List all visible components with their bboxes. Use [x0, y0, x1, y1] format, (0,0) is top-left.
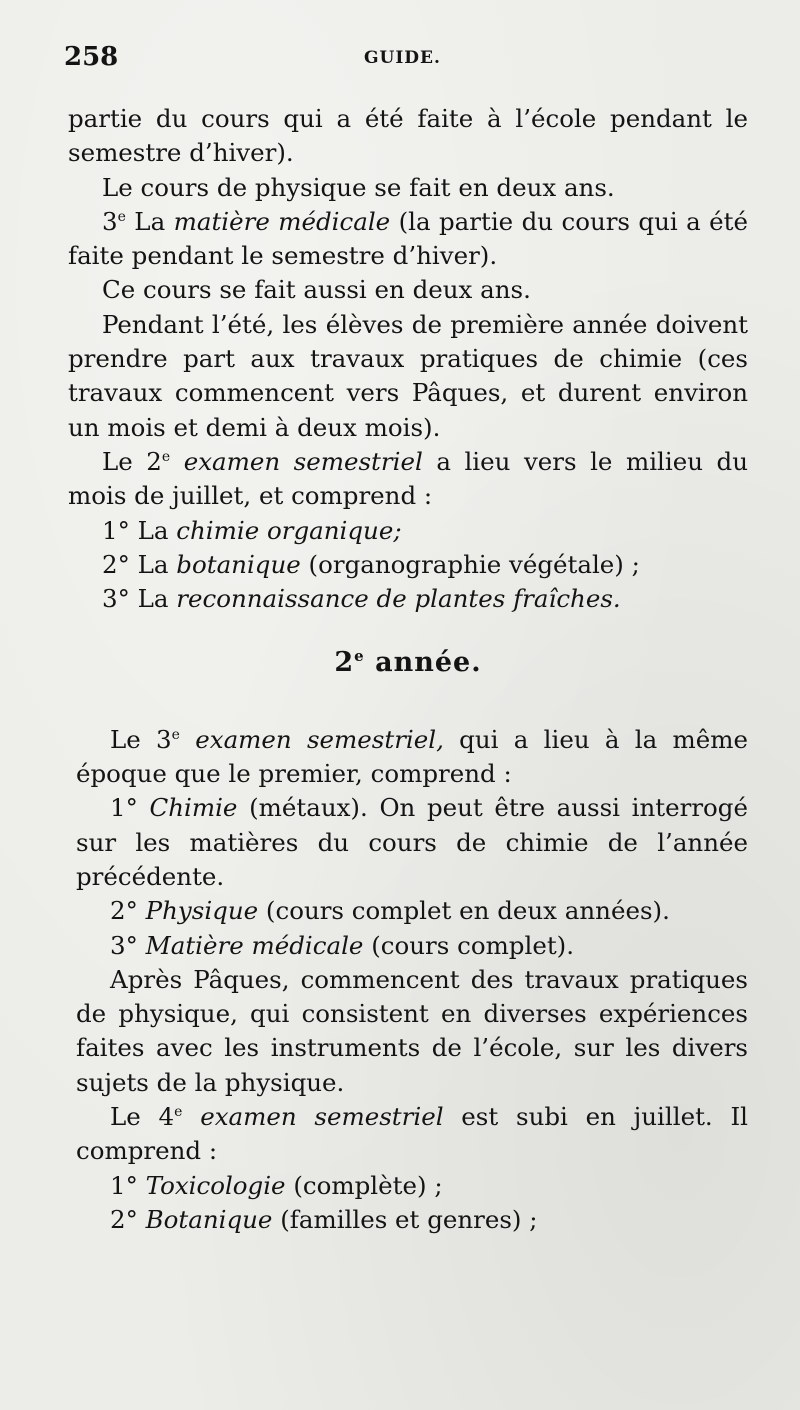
italic-text: Matière médicale — [145, 930, 364, 960]
paragraph — [68, 445, 748, 514]
page-header — [64, 42, 760, 78]
text-run: 1° La — [102, 515, 177, 545]
paragraph — [68, 582, 748, 616]
text-run: 3 — [102, 206, 118, 236]
text-run: (cours complet). — [363, 930, 575, 960]
text-run: Le cours de physique se fait en deux ans. — [102, 172, 615, 202]
superscript: e — [161, 448, 171, 465]
text-run: Pendant l’été, les élèves de première année doivent prendre part aux travaux pratiques de chimie (ces travaux commencent vers Pâques, et durent environ un mois et demi à deux mois). — [68, 309, 748, 442]
text-run: 2° — [110, 896, 146, 926]
text-run: (complète) ; — [285, 1170, 443, 1200]
text-run: Le 4 — [110, 1102, 175, 1132]
section-one-body — [68, 102, 748, 616]
text-run: qui a lieu à la même époque que le premier, comprend : — [76, 724, 748, 789]
paragraph — [68, 273, 748, 307]
paragraph — [76, 929, 748, 963]
text-run: (la partie du cours qui a été faite pendant le semestre d’hiver). — [68, 206, 749, 271]
section-number: 2 — [334, 647, 355, 679]
paragraph — [76, 894, 748, 928]
italic-text: examen semestriel — [183, 446, 423, 476]
text-run — [170, 447, 184, 476]
paragraph — [68, 548, 748, 582]
italic-text: examen semestriel — [200, 1102, 444, 1132]
italic-text: botanique — [176, 549, 301, 579]
text-run: partie du cours qui a été faite à l’école pendant le semestre d’hiver). — [68, 104, 748, 168]
italic-text: Botanique — [145, 1204, 273, 1234]
superscript: e — [174, 1103, 183, 1120]
superscript: e — [171, 726, 180, 743]
italic-text: examen semestriel, — [195, 724, 444, 754]
text-run: (métaux). On peut être aussi interrogé sur les matières du cours de chimie de l’année précédente. — [76, 793, 748, 891]
text-run: Le 3 — [110, 724, 172, 754]
paragraph — [68, 514, 748, 548]
paragraph — [68, 308, 748, 445]
paragraph — [68, 205, 748, 274]
text-run: Ce cours se fait aussi en deux ans. — [102, 275, 531, 305]
paragraph — [76, 1169, 748, 1203]
paragraph — [76, 1203, 748, 1237]
text-run: Après Pâques, commencent des travaux pratiques de physique, qui consistent en diverses expériences faites avec les instruments de l’école, sur les divers sujets de la physique. — [76, 964, 748, 1097]
italic-text: chimie organique; — [176, 515, 402, 545]
text-run: (familles et genres) ; — [272, 1204, 538, 1234]
text-run: 2° — [110, 1204, 146, 1234]
italic-text: Toxicologie — [145, 1170, 286, 1200]
paragraph — [68, 102, 748, 171]
paragraph — [68, 171, 748, 205]
text-run: 3° La — [102, 584, 177, 614]
text-run: a lieu vers le milieu du mois de juillet, et comprend : — [68, 446, 748, 511]
section-heading — [68, 646, 748, 680]
text-run: 1° — [110, 1170, 146, 1200]
text-run: Le 2 — [102, 446, 162, 476]
section-superscript: e — [354, 647, 365, 666]
italic-text: matière médicale — [173, 206, 391, 236]
text-run: La — [125, 206, 174, 236]
paragraph — [76, 791, 748, 894]
text-run: est subi en juillet. Il comprend : — [76, 1102, 748, 1166]
text-run: (cours complet en deux années). — [258, 896, 670, 926]
text-run — [182, 1102, 200, 1131]
italic-text: reconnaissance de plantes fraîches. — [176, 584, 621, 614]
superscript: e — [117, 208, 126, 225]
running-title: GUIDE. — [364, 48, 441, 68]
text-run — [180, 725, 195, 754]
italic-text: Physique — [145, 896, 259, 926]
section-title: année. — [364, 647, 482, 679]
section-two-body — [76, 723, 748, 1237]
page-text — [68, 102, 748, 1237]
text-run: 2° La — [102, 549, 177, 579]
page-number: 258 — [64, 42, 119, 72]
paragraph — [76, 963, 748, 1100]
text-run: 3° — [110, 930, 146, 960]
text-run: (organographie végétale) ; — [300, 549, 640, 579]
text-run: 1° — [110, 793, 150, 823]
paragraph — [76, 723, 748, 792]
italic-text: Chimie — [149, 793, 238, 823]
paragraph — [76, 1100, 748, 1169]
